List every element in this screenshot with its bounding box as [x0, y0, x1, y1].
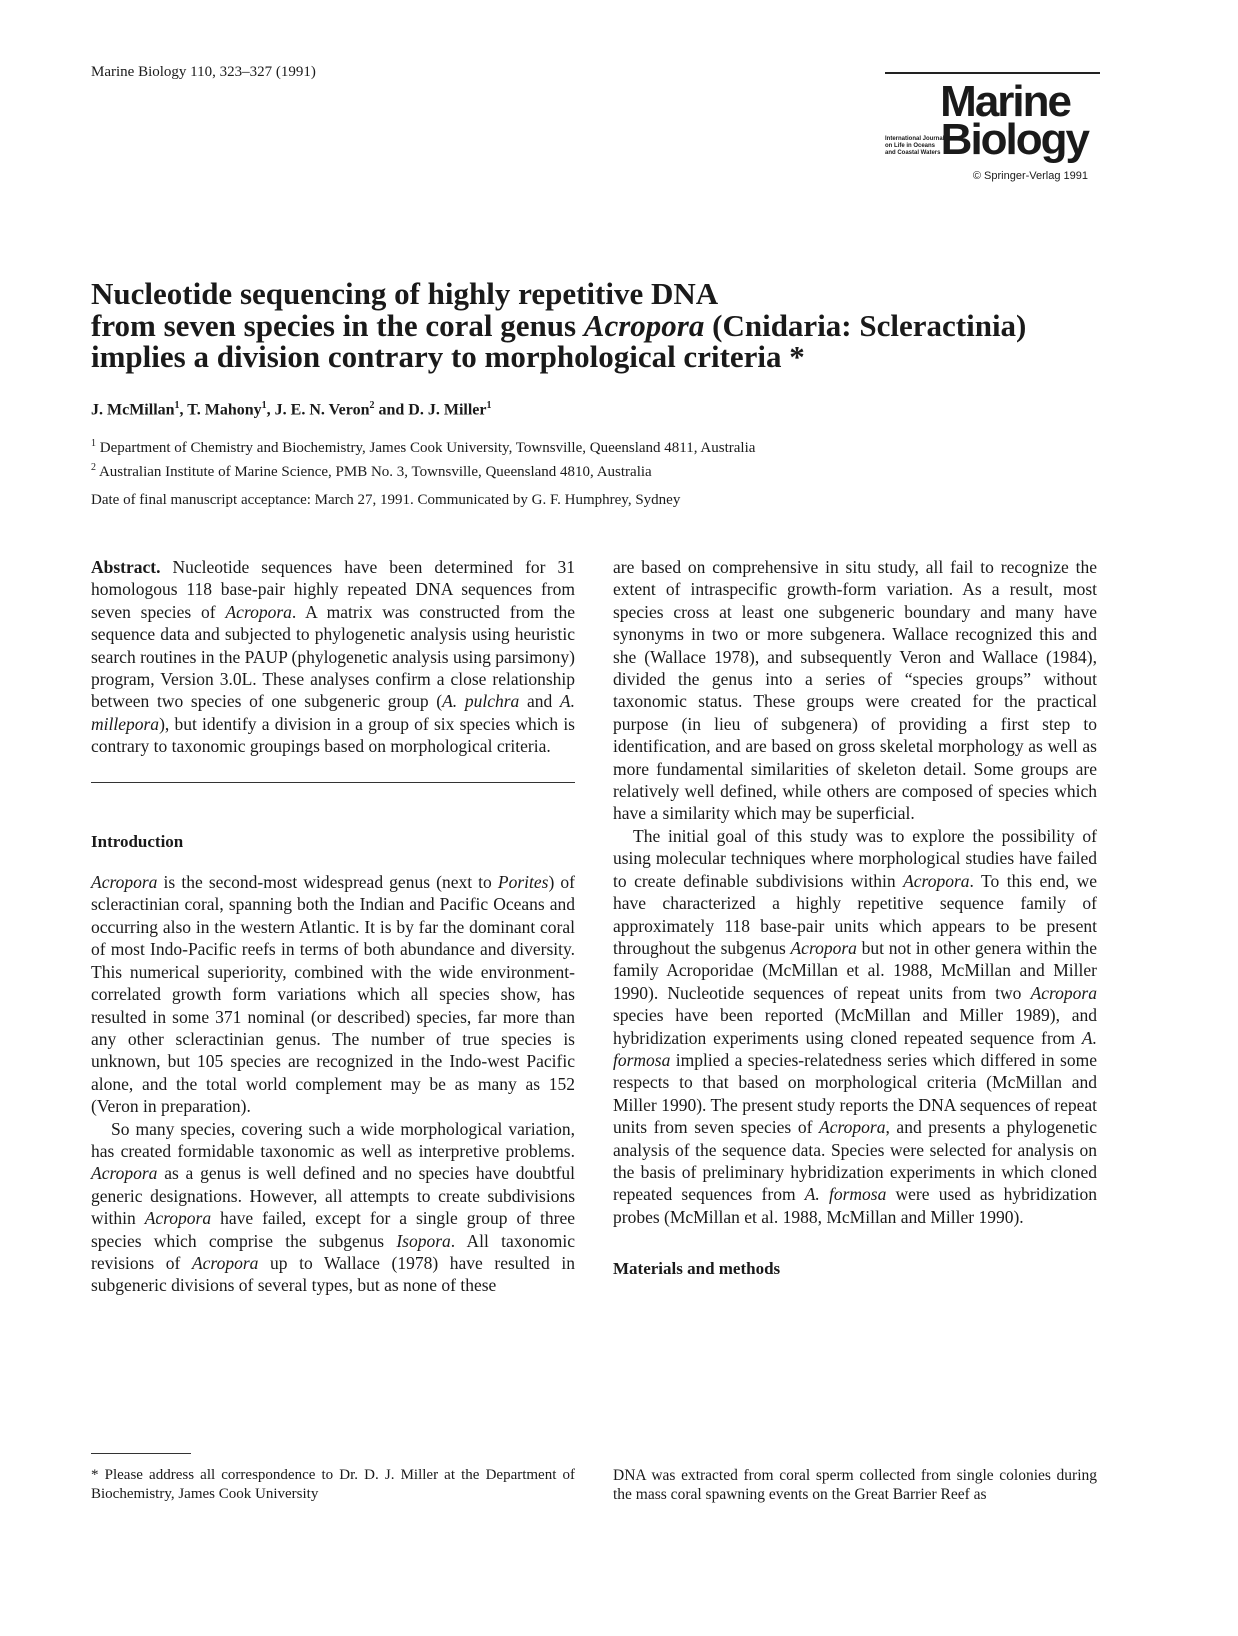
affil-mark: 1 — [486, 400, 492, 411]
logo-marine: Marine — [940, 77, 1070, 126]
section-heading: Introduction — [91, 831, 184, 851]
text: The initial goal of this study was to explore the possibility of using molecular techniques where morphological studies have failed to create definable subdivisions within — [613, 825, 1097, 891]
logo-biology: Biology — [940, 115, 1088, 164]
journal-logo — [885, 72, 1100, 192]
author: D. J. Miller — [408, 401, 487, 419]
text: up to Wallace (1978) have resulted in subgeneric divisions of several types, but as none of these — [91, 1252, 575, 1296]
text: implied a species-relatedness series which differed in some respects to that based on morphological criteria (McMillan and Miller 1990). The present study reports the DNA sequences of repeat units from seven species of — [613, 1049, 1097, 1138]
text: and — [519, 691, 560, 712]
affiliation — [91, 458, 755, 482]
italic: Acropora — [790, 937, 857, 958]
text: , and presents a phylogenetic analysis of the sequence data. Species were selected for analysis on the basis of preliminary hybridization experiments in which cloned repeated sequences from — [613, 1117, 1097, 1205]
text: . All taxonomic revisions of — [91, 1230, 575, 1273]
paragraph — [613, 825, 1097, 1228]
italic: Isopora — [396, 1230, 451, 1251]
italic: Porites — [497, 872, 549, 893]
text: ), but identify a division in a group of six species which is contrary to taxonomic groupings based on morphological criteria. — [91, 713, 575, 757]
italic: Acropora — [1030, 982, 1097, 1003]
affil-mark: 2 — [91, 462, 96, 473]
author: J. McMillan — [91, 401, 175, 419]
text: species have been reported (McMillan and Miller 1989), and hybridization experiments using cloned repeated sequence from — [613, 1005, 1097, 1048]
logo-tagline — [885, 136, 944, 157]
text: but not in other genera within the family Acroporidae (McMillan et al. 1988, McMillan and Miller 1990). Nucleotide sequences of repeat units from two — [613, 937, 1097, 1003]
journal-citation: Marine Biology 110, 323–327 (1991) — [91, 64, 316, 80]
italic: A. formosa — [804, 1184, 887, 1205]
italic: A. formosa — [613, 1027, 1097, 1070]
footnote-rule — [91, 1453, 191, 1454]
text: Nucleotide sequences have been determined for 31 homologous 118 base-pair highly repeated DNA sequences from seven species of — [91, 557, 575, 622]
sep: and — [374, 401, 409, 419]
italic: A. millepora — [91, 691, 575, 734]
section-heading: Materials and methods — [613, 1259, 781, 1279]
italic: Acropora — [91, 872, 158, 893]
text: as a genus is well defined and no species have doubtful generic designations. However, all attempts to create subdivisions within — [91, 1163, 575, 1229]
text: were used as hybridization probes (McMillan et al. 1988, McMillan and Miller 1990). — [613, 1184, 1097, 1227]
left-column — [91, 556, 575, 1297]
paragraph: are based on comprehensive in situ study, all fail to recognize the extent of intraspecific growth-form variation. As a result, most species cross at least one subgeneric boundary and many have synonyms in two or more subgenera. Wallace recognized this and she (Wallace 1978), and subsequently Veron and Wallace (1984), divided the genus into a series of “species groups” without taxonomic status. These groups were created for the practical purpose (in lieu of subgenera) of providing a first step to identification, and are based on gross skeletal morphology as well as more fundamental similarities of skeleton detail. Some groups are relatively well defined, while others are composed of species which have a similarity which may be superficial. — [613, 557, 1097, 824]
title-text: (Cnidaria: Scleractinia) — [704, 307, 1027, 343]
italic: Acropora — [91, 1163, 158, 1184]
italic: Acropora — [191, 1252, 259, 1273]
author: T. Mahony — [187, 401, 262, 419]
paper-title — [91, 278, 1131, 373]
right-column — [613, 556, 1097, 1281]
title-line: implies a division contrary to morphological criteria * — [91, 339, 805, 374]
tagline-line: International Journal — [885, 136, 945, 142]
title-text: from seven species in the coral genus — [91, 307, 584, 343]
affiliation-text: Department of Chemistry and Biochemistry, James Cook University, Townsville, Queensland 4811, Australia — [99, 440, 756, 456]
affiliation-text: Australian Institute of Marine Science, PMB No. 3, Townsville, Queensland 4810, Australia — [98, 464, 652, 480]
affiliation — [91, 434, 755, 458]
sep: , — [266, 401, 275, 419]
authors — [91, 400, 492, 419]
italic: Acropora — [903, 870, 970, 891]
italic: Acropora — [225, 601, 292, 622]
tagline-line: and Coastal Waters — [885, 150, 941, 156]
title-genus: Acropora — [583, 307, 705, 343]
italic: A. pulchra — [442, 691, 520, 712]
text: . To this end, we have characterized a highly repetitive sequence family of approximately 118 base-pair units which appears to be present throughout the subgenus — [613, 870, 1098, 958]
footnote: * Please address all correspondence to Dr. D. J. Miller at the Department of Biochemistry, James Cook University — [91, 1467, 575, 1502]
sep: , — [179, 401, 188, 419]
affil-mark: 1 — [174, 400, 180, 411]
paragraph — [91, 1118, 575, 1297]
title-line — [91, 307, 1131, 343]
author: J. E. N. Veron — [274, 401, 370, 419]
copyright: © Springer-Verlag 1991 — [972, 170, 1088, 182]
tagline-line: on Life in Oceans — [885, 143, 936, 149]
affiliations — [91, 434, 755, 482]
affil-mark: 2 — [369, 400, 375, 411]
text: have failed, except for a single group of three species which comprise the subgenus — [91, 1208, 575, 1251]
title-line: Nucleotide sequencing of highly repetitive DNA — [91, 276, 719, 311]
acceptance-date: Date of final manuscript acceptance: March 27, 1991. Communicated by G. F. Humphrey, Sydney — [91, 492, 681, 508]
text: So many species, covering such a wide morphological variation, has created formidable taxonomic as well as interpretive problems. — [91, 1118, 575, 1161]
text: ) of scleractinian coral, spanning both the Indian and Pacific Oceans and occurring also in the western Atlantic. It is by far the dominant coral of most Indo-Pacific reefs in terms of both abundance and diversity. This numerical superiority, combined with the wide environment-correlated growth form variations which all species show, has resulted in some 371 nominal (or described) species, far more than any other scleractinian genus. The number of true species is unknown, but 105 species are recognized in the Indo-west Pacific alone, and the total world complement may be as many as 152 (Veron in preparation). — [91, 872, 575, 1117]
affil-mark: 1 — [261, 400, 267, 411]
paragraph: DNA was extracted from coral sperm collected from single colonies during the mass coral spawning events on the Great Barrier Reef as — [613, 1467, 1097, 1503]
abstract-label: Abstract. — [91, 557, 161, 577]
divider — [91, 782, 575, 783]
paragraph — [91, 871, 575, 1117]
abstract — [91, 556, 575, 758]
italic: Acropora — [819, 1117, 886, 1138]
affil-mark: 1 — [91, 438, 96, 449]
text: is the second-most widespread genus (next to — [157, 872, 498, 893]
italic: Acropora — [144, 1208, 212, 1229]
text: . A matrix was constructed from the sequence data and subjected to phylogenetic analysis using heuristic search routines in the PAUP (phylogenetic analysis using parsimony) program, Version 3.0L. These analyses confirm a close relationship between two species of one subgeneric group ( — [91, 601, 575, 712]
